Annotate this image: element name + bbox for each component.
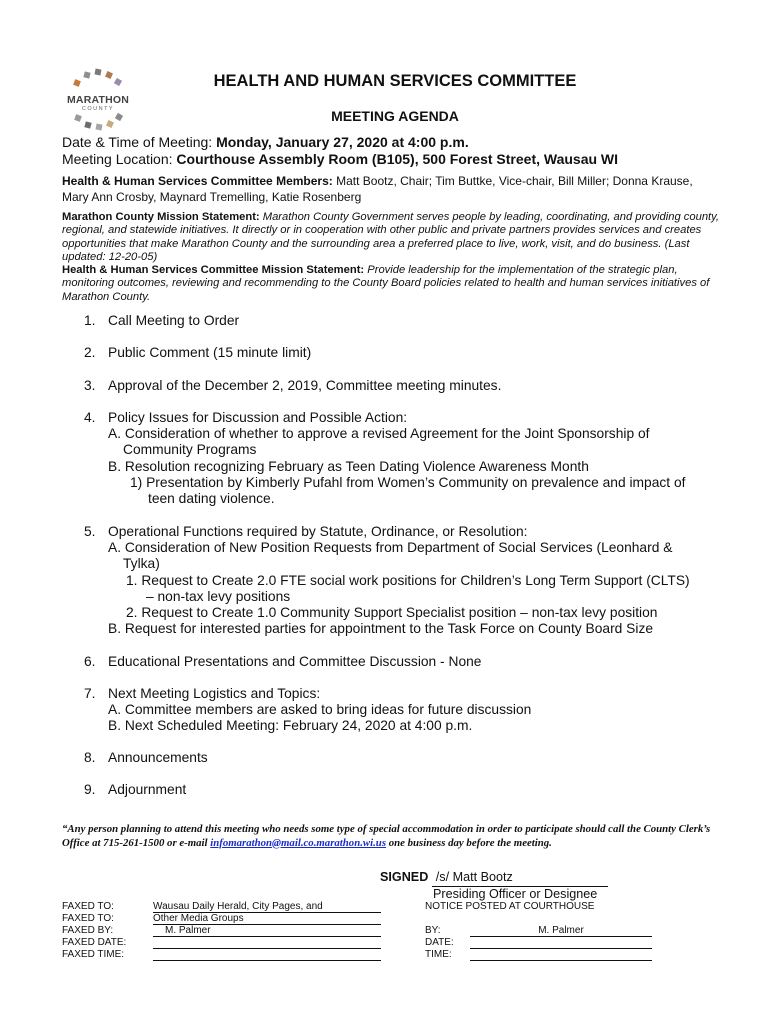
- notice-text: “Any person planning to attend this meeting who needs some type of special accommodation in order to participate should call the County Clerk’s Office at 715-261-1500 or e-mail: [62, 823, 711, 849]
- agenda-number: 8.: [84, 750, 96, 765]
- county-mission-text: Marathon County Government serves people by leading, coordinating, and providing county, regional, and statewide initiatives. It directly or in cooperation with other public and private partners provides services and creates opportunities that make Marathon County and the surrounding area a preferred place to live, work, visit, and do business. (Last updated: 12-20-05): [62, 211, 720, 263]
- signature-line: [380, 870, 608, 884]
- marathon-county-logo: [66, 68, 130, 132]
- signed-label: SIGNED: [380, 870, 429, 884]
- committee-mission-label: Health & Human Services Committee Mission Statement:: [62, 264, 365, 276]
- meeting-location-label: Meeting Location:: [62, 151, 173, 167]
- fax-value: [153, 949, 381, 961]
- posted-label: BY:: [425, 925, 441, 936]
- members-label: Health & Human Services Committee Members:: [62, 174, 333, 188]
- notice-posted-title: NOTICE POSTED AT COURTHOUSE: [425, 901, 595, 912]
- signature-title: Presiding Officer or Designee: [433, 887, 598, 901]
- accommodation-notice: [62, 823, 722, 850]
- posted-labels: [425, 925, 454, 961]
- agenda-body: [108, 686, 718, 735]
- committee-members: [62, 174, 722, 205]
- committee-mission-text: Provide leadership for the implementation of the strategic plan, monitoring outcomes, reviewing and recommending to the County Board policies related to health and human services initiatives of Marathon County.: [62, 264, 710, 303]
- agenda-subsubitem: 1) Presentation by Kimberly Pufahl from Women’s Community on prevalence and impact of: [130, 474, 686, 490]
- posted-value: [470, 937, 652, 949]
- agenda-subitem: B. Resolution recognizing February as Teen Dating Violence Awareness Month: [108, 458, 589, 474]
- agenda-body: [108, 410, 718, 507]
- agenda-text: Next Meeting Logistics and Topics:: [108, 686, 321, 701]
- fax-label: FAXED DATE:: [62, 937, 127, 948]
- meeting-time-label: Date & Time of Meeting:: [62, 134, 213, 150]
- agenda-number: 7.: [84, 686, 96, 701]
- committee-mission: [62, 264, 722, 304]
- agenda-number: 2.: [84, 345, 96, 360]
- agenda-subitem: A. Consideration of whether to approve a revised Agreement for the Joint Sponsorship of: [108, 426, 650, 442]
- agenda-body: [108, 524, 718, 637]
- agenda-subitem: A. Committee members are asked to bring ideas for future discussion: [108, 702, 532, 718]
- agenda-text: Call Meeting to Order: [108, 313, 240, 328]
- agenda-number: 3.: [84, 378, 96, 393]
- fax-value: M. Palmer: [153, 925, 381, 937]
- posted-label: DATE:: [425, 937, 454, 948]
- agenda-number: 6.: [84, 654, 96, 669]
- agenda-text: Operational Functions required by Statute, Ordinance, or Resolution:: [108, 524, 528, 539]
- agenda-subitem: B. Request for interested parties for appointment to the Task Force on County Board Size: [108, 621, 654, 637]
- agenda-subsubitem-cont: – non-tax levy positions: [146, 588, 291, 604]
- meeting-time-value: Monday, January 27, 2020 at 4:00 p.m.: [216, 134, 469, 150]
- county-mission-label: Marathon County Mission Statement:: [62, 211, 260, 223]
- agenda-number: 5.: [84, 524, 96, 539]
- signed-value: /s/ Matt Bootz: [435, 870, 513, 884]
- fax-labels: [62, 901, 126, 961]
- page-title: HEALTH AND HUMAN SERVICES COMMITTEE: [213, 72, 577, 90]
- fax-label: FAXED TO:: [62, 901, 114, 912]
- agenda-number: 9.: [84, 782, 96, 797]
- logo-subname: COUNTY: [81, 106, 115, 112]
- clerk-email-link[interactable]: infomarathon@mail.co.marathon.wi.us: [210, 836, 387, 849]
- agenda-text: Public Comment (15 minute limit): [108, 345, 312, 360]
- agenda-subitem-cont: Tylka): [123, 556, 160, 572]
- meeting-location: [62, 151, 618, 167]
- agenda-subitem: B. Next Scheduled Meeting: February 24, 2020 at 4:00 p.m.: [108, 718, 473, 734]
- agenda-number: 4.: [84, 410, 96, 425]
- agenda-text: Educational Presentations and Committee Discussion - None: [108, 654, 482, 669]
- members-value: Matt Bootz, Chair; Tim Buttke, Vice-chair, Bill Miller; Donna Krause, Mary Ann Crosby, Maynard Tremelling, Katie Rosenberg: [62, 174, 693, 204]
- agenda-text: Approval of the December 2, 2019, Committee meeting minutes.: [108, 378, 502, 393]
- posted-value: M. Palmer: [470, 925, 652, 937]
- agenda-subsubitem-cont: teen dating violence.: [148, 491, 275, 507]
- fax-value: [153, 937, 381, 949]
- county-mission: [62, 211, 722, 264]
- fax-label: FAXED BY:: [62, 925, 114, 936]
- agenda-text: Adjournment: [108, 782, 187, 797]
- agenda-subsubitem: 1. Request to Create 2.0 FTE social work positions for Children’s Long Term Support (CLTS): [126, 572, 690, 588]
- posted-label: TIME:: [425, 949, 452, 960]
- agenda-subsubitem: 2. Request to Create 1.0 Community Support Specialist position – non-tax levy position: [126, 605, 658, 621]
- agenda-text: Announcements: [108, 750, 208, 765]
- meeting-location-value: Courthouse Assembly Room (B105), 500 Forest Street, Wausau WI: [176, 151, 619, 167]
- fax-label: FAXED TIME:: [62, 949, 125, 960]
- agenda-text: Policy Issues for Discussion and Possible Action:: [108, 410, 408, 425]
- fax-values: [153, 901, 381, 961]
- posted-value: [470, 949, 652, 961]
- fax-value: Wausau Daily Herald, City Pages, and: [153, 901, 381, 913]
- fax-label: FAXED TO:: [62, 913, 114, 924]
- meeting-time: [62, 134, 469, 150]
- fax-value: Other Media Groups: [153, 913, 381, 925]
- agenda-subitem: A. Consideration of New Position Requests from Department of Social Services (Leonhard &: [108, 540, 673, 556]
- agenda-number: 1.: [84, 313, 96, 328]
- posted-values: [470, 925, 652, 961]
- notice-text-end: one business day before the meeting.: [386, 836, 552, 849]
- logo-name: MARATHON: [66, 94, 130, 106]
- agenda-subitem-cont: Community Programs: [123, 442, 257, 458]
- page-subtitle: MEETING AGENDA: [331, 108, 459, 124]
